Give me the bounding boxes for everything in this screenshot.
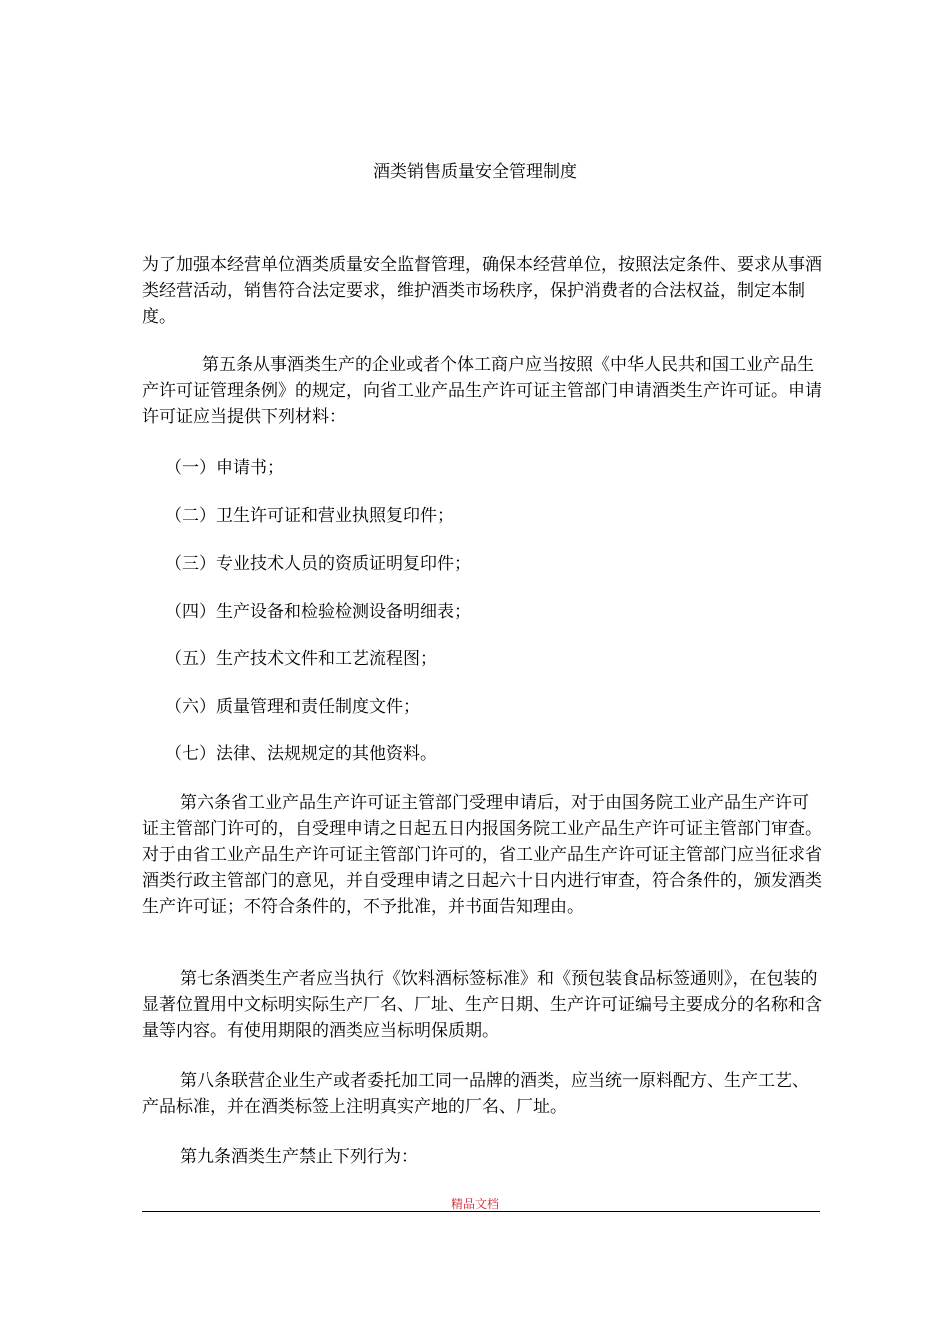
list-item: （五）生产技术文件和工艺流程图；: [165, 649, 437, 669]
list-item: （七）法律、法规规定的其他资料。: [165, 744, 437, 764]
article-8-paragraph: 第八条联营企业生产或者委托加工同一品牌的酒类，应当统一原料配方、生产工艺、产品标准，并在酒类标签上注明真实产地的厂名、厂址。: [142, 1071, 809, 1117]
footer-divider: [142, 1211, 820, 1212]
article-5-paragraph: 第五条从事酒类生产的企业或者个体工商户应当按照《中华人民共和国工业产品生产许可证管理条例》的规定，向省工业产品生产许可证主管部门申请酒类生产许可证。申请许可证应当提供下列材料：: [142, 355, 822, 427]
article-7-paragraph: 第七条酒类生产者应当执行《饮料酒标签标准》和《预包装食品标签通则》，在包装的显著位置用中文标明实际生产厂名、厂址、生产日期、生产许可证编号主要成分的名称和含量等内容。有使用期限的酒类应当标明保质期。: [142, 969, 822, 1041]
list-item: （三）专业技术人员的资质证明复印件；: [165, 554, 471, 574]
list-item: （四）生产设备和检验检测设备明细表；: [165, 602, 471, 622]
list-item: （二）卫生许可证和营业执照复印件；: [165, 506, 454, 526]
article-6-paragraph: 第六条省工业产品生产许可证主管部门受理申请后，对于由国务院工业产品生产许可证主管部门许可的，自受理申请之日起五日内报国务院工业产品生产许可证主管部门审查。对于由省工业产品生产许可证主管部门许可的，省工业产品生产许可证主管部门应当征求省酒类行政主管部门的意见，并自受理申请之日起六十日内进行审查，符合条件的，颁发酒类生产许可证；不符合条件的，不予批准，并书面告知理由。: [142, 793, 822, 917]
document-title: 酒类销售质量安全管理制度: [373, 162, 577, 182]
article-9-paragraph: 第九条酒类生产禁止下列行为：: [180, 1147, 418, 1167]
list-item: （六）质量管理和责任制度文件；: [165, 697, 420, 717]
list-item: （一）申请书；: [165, 458, 284, 478]
footer-label: 精品文档: [450, 1197, 499, 1211]
intro-paragraph: 为了加强本经营单位酒类质量安全监督管理，确保本经营单位，按照法定条件、要求从事酒类经营活动，销售符合法定要求，维护酒类市场秩序，保护消费者的合法权益，制定本制度。: [142, 255, 822, 327]
